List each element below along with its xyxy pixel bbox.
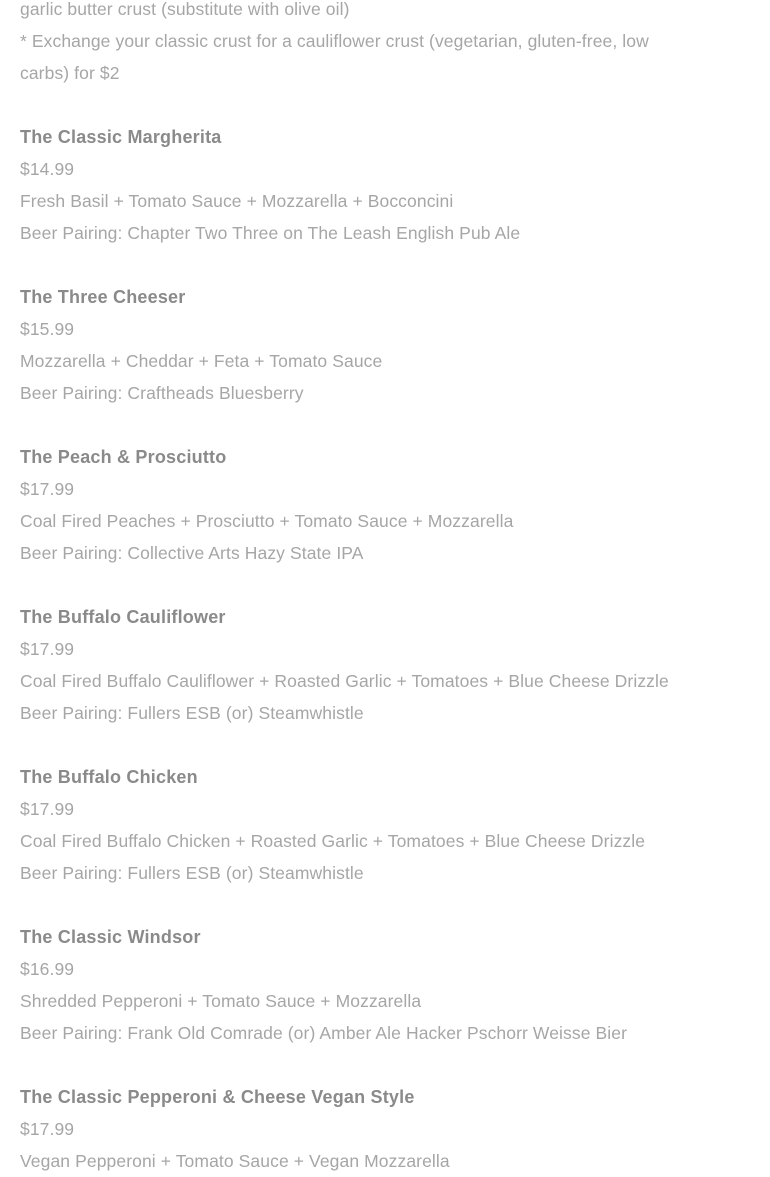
menu-item <box>20 281 760 409</box>
menu-item <box>20 761 760 889</box>
menu-item-ingredients: Mozzarella + Cheddar + Feta + Tomato Sauce <box>20 351 383 371</box>
menu-item-name: The Buffalo Cauliflower <box>20 607 226 627</box>
menu-item-price: $16.99 <box>20 959 75 979</box>
menu-item-price: $14.99 <box>20 159 75 179</box>
menu-item-price: $17.99 <box>20 479 75 499</box>
menu-item-beer-pairing: Beer Pairing: Frank Old Comrade (or) Amber Ale Hacker Pschorr Weisse Bier <box>20 1023 628 1043</box>
crust-exchange-note-line-2: carbs) for $2 <box>20 63 120 83</box>
menu-item-beer-pairing: Beer Pairing: Chapter Two Three on The Leash English Pub Ale <box>20 223 521 243</box>
menu-item-name: The Classic Pepperoni & Cheese Vegan Style <box>20 1087 415 1107</box>
menu-item-ingredients: Shredded Pepperoni + Tomato Sauce + Mozzarella <box>20 991 422 1011</box>
menu-item-beer-pairing: Beer Pairing: Collective Arts Hazy State IPA <box>20 543 364 563</box>
menu-item-name: The Three Cheeser <box>20 287 186 307</box>
crust-notes-section <box>20 0 760 89</box>
menu-item-beer-pairing: Beer Pairing: Craftheads Bluesberry <box>20 383 304 403</box>
menu-item-name: The Classic Margherita <box>20 127 222 147</box>
menu-item <box>20 441 760 569</box>
menu-item-beer-pairing: Beer Pairing: Fullers ESB (or) Steamwhistle <box>20 703 364 723</box>
menu-item-name: The Classic Windsor <box>20 927 201 947</box>
menu-page <box>20 0 760 1177</box>
menu-item-name: The Peach & Prosciutto <box>20 447 227 467</box>
menu-item-price: $17.99 <box>20 639 75 659</box>
menu-item-ingredients: Coal Fired Peaches + Prosciutto + Tomato Sauce + Mozzarella <box>20 511 514 531</box>
menu-item-ingredients: Coal Fired Buffalo Chicken + Roasted Garlic + Tomatoes + Blue Cheese Drizzle <box>20 831 646 851</box>
menu-item <box>20 121 760 249</box>
crust-exchange-note-line-1: * Exchange your classic crust for a cauliflower crust (vegetarian, gluten-free, low <box>20 31 649 51</box>
menu-item-price: $17.99 <box>20 799 75 819</box>
menu-item-name: The Buffalo Chicken <box>20 767 198 787</box>
pizza-menu-list <box>20 121 760 1177</box>
crust-note-partial-line: garlic butter crust (substitute with olive oil) <box>20 0 350 19</box>
menu-item-price: $15.99 <box>20 319 75 339</box>
menu-item-price: $17.99 <box>20 1119 75 1139</box>
menu-item-ingredients: Coal Fired Buffalo Cauliflower + Roasted Garlic + Tomatoes + Blue Cheese Drizzle <box>20 671 669 691</box>
menu-item-beer-pairing: Beer Pairing: Fullers ESB (or) Steamwhistle <box>20 863 364 883</box>
menu-item <box>20 921 760 1049</box>
menu-item-ingredients: Fresh Basil + Tomato Sauce + Mozzarella + Bocconcini <box>20 191 454 211</box>
menu-item <box>20 601 760 729</box>
menu-item-ingredients: Vegan Pepperoni + Tomato Sauce + Vegan Mozzarella <box>20 1151 450 1171</box>
